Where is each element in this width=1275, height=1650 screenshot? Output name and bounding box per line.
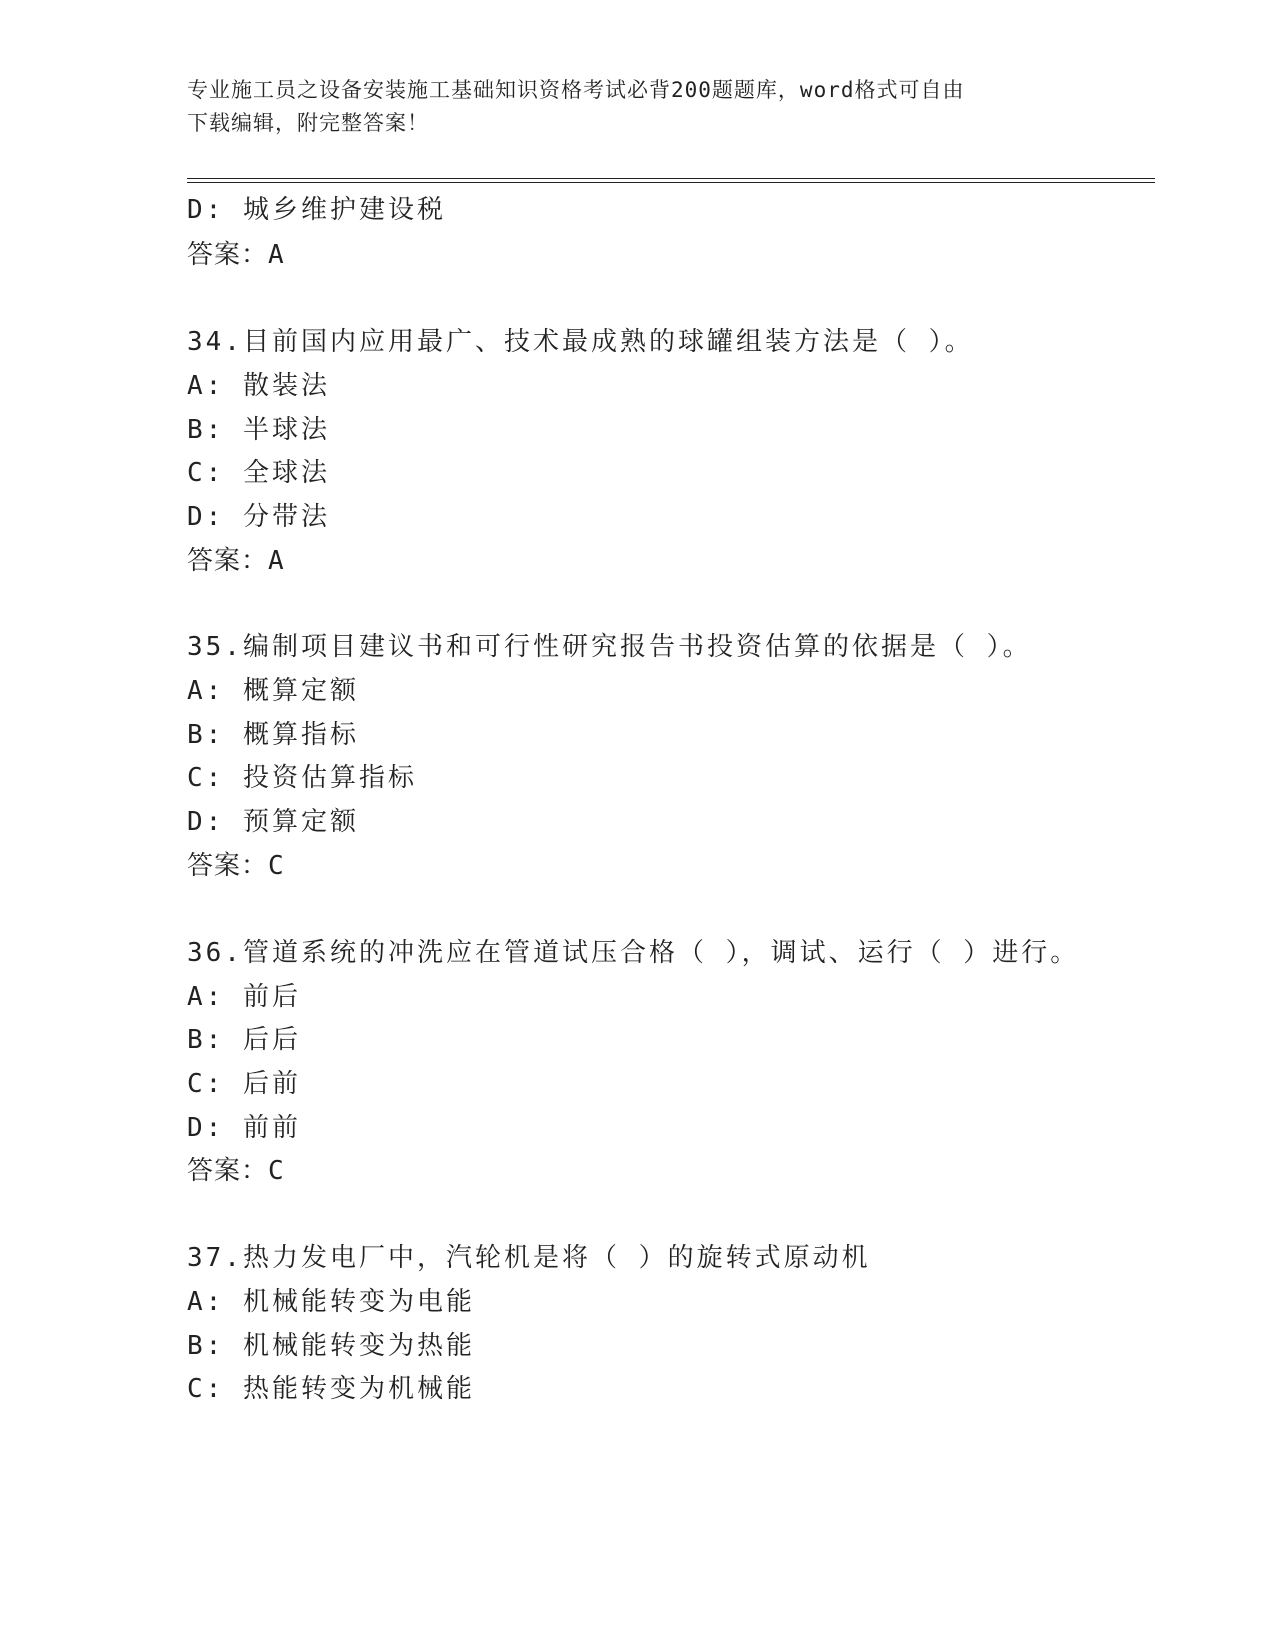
option-b: B: 机械能转变为热能 xyxy=(187,1331,475,1361)
question-stem: 36.管道系统的冲洗应在管道试压合格（ ），调试、运行（ ）进行。 xyxy=(187,938,1080,968)
option-c: C: 全球法 xyxy=(187,458,330,488)
answer-label: 答案： xyxy=(187,546,269,576)
header-line-2: 下载编辑，附完整答案！ xyxy=(187,111,429,135)
question-stem: 34.目前国内应用最广、技术最成熟的球罐组装方法是（ ）。 xyxy=(187,327,974,357)
answer-value: C xyxy=(268,1156,285,1186)
option-a: A: 散装法 xyxy=(187,371,330,401)
question-stem: 35.编制项目建议书和可行性研究报告书投资估算的依据是（ ）。 xyxy=(187,632,1032,662)
option-d: D: 前前 xyxy=(187,1113,301,1143)
option-b: B: 概算指标 xyxy=(187,720,359,750)
option-a: A: 机械能转变为电能 xyxy=(187,1287,475,1317)
answer-line xyxy=(187,544,285,578)
option-d: D: 分带法 xyxy=(187,502,330,532)
option-c: C: 后前 xyxy=(187,1069,301,1099)
answer-value: A xyxy=(268,240,285,270)
answer-value: C xyxy=(268,851,285,881)
answer-value: A xyxy=(268,546,285,576)
answer-line xyxy=(187,1154,285,1188)
question-stem: 37.热力发电厂中，汽轮机是将（ ）的旋转式原动机 xyxy=(187,1243,871,1273)
option-c: C: 热能转变为机械能 xyxy=(187,1374,475,1404)
answer-line xyxy=(187,238,285,272)
answer-label: 答案： xyxy=(187,1156,269,1186)
option-d: D: 城乡维护建设税 xyxy=(187,195,446,225)
header-divider-bottom xyxy=(187,182,1155,183)
answer-label: 答案： xyxy=(187,240,269,270)
option-d: D: 预算定额 xyxy=(187,807,359,837)
option-c: C: 投资估算指标 xyxy=(187,763,417,793)
option-a: A: 概算定额 xyxy=(187,676,359,706)
header-divider-top xyxy=(187,178,1155,179)
option-a: A: 前后 xyxy=(187,982,301,1012)
document-header xyxy=(187,74,1067,140)
answer-line xyxy=(187,849,285,883)
answer-label: 答案： xyxy=(187,851,269,881)
option-b: B: 后后 xyxy=(187,1025,301,1055)
option-b: B: 半球法 xyxy=(187,415,330,445)
header-line-1: 专业施工员之设备安装施工基础知识资格考试必背200题题库，word格式可自由 xyxy=(187,78,965,102)
